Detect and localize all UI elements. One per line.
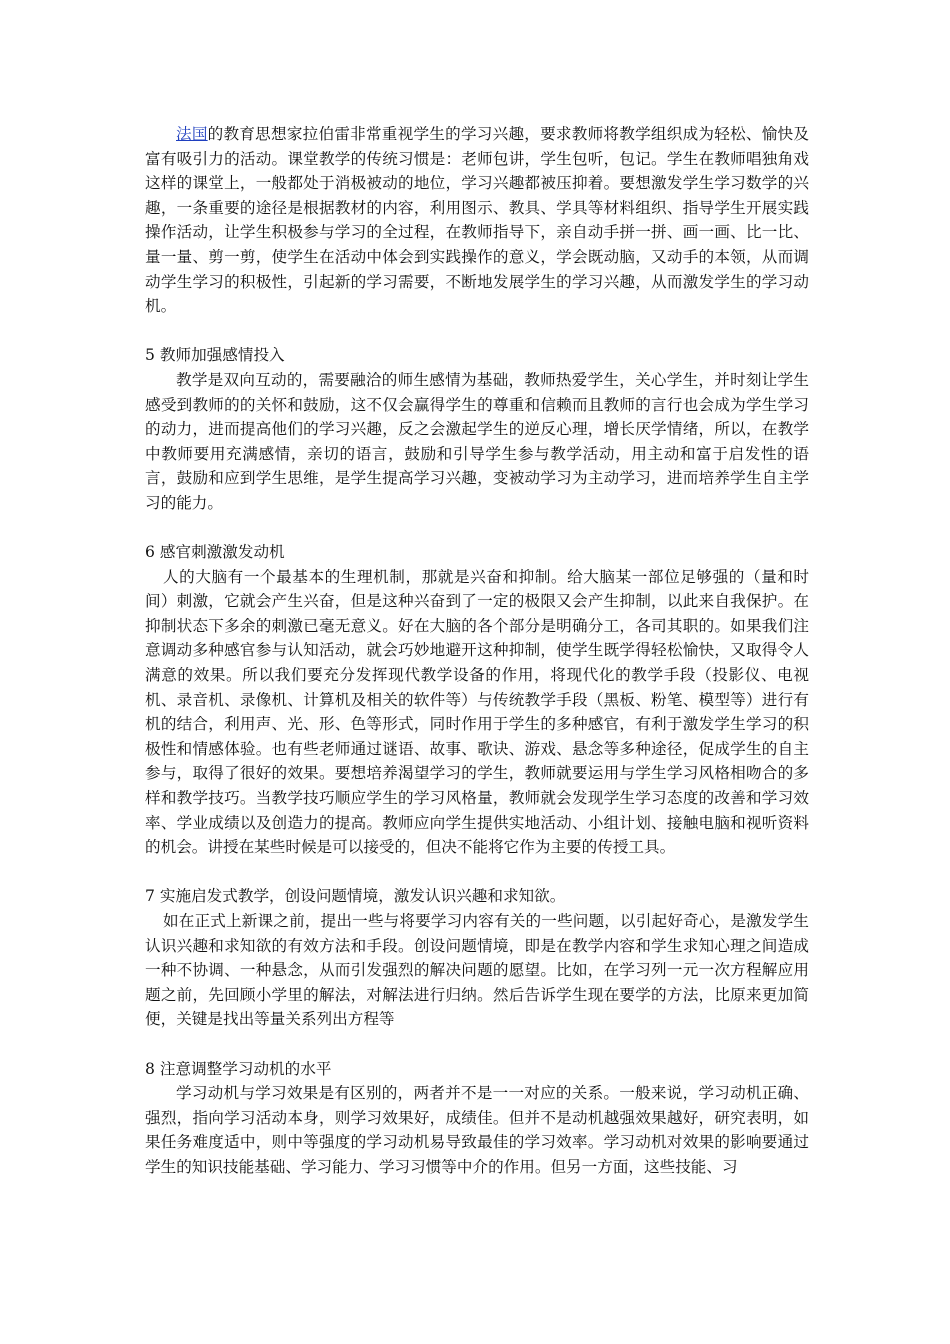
section-7-heading: 7 实施启发式教学，创设问题情境，激发认识兴趣和求知欲。 bbox=[145, 887, 566, 906]
paragraph-gap bbox=[145, 1032, 809, 1057]
intro-paragraph bbox=[145, 122, 809, 319]
section-5-heading: 5 教师加强感情投入 bbox=[145, 346, 285, 365]
section-6-heading: 6 感官刺激激发动机 bbox=[145, 543, 285, 562]
paragraph-gap bbox=[145, 860, 809, 885]
intro-paragraph-text: 的教育思想家拉伯雷非常重视学生的学习兴趣，要求教师将教学组织成为轻松、愉快及富有吸引力的活动。课堂教学的传统习惯是：老师包讲，学生包听，包记。学生在教师唱独角戏这样的课堂上，一般都处于消极被动的地位，学习兴趣都被压抑着。要想激发学生学习数学的兴趣，一条重要的途径是根据教材的内容，利用图示、教具、学具等材料组织、指导学生开展实践操作活动，让学生积极参与学习的全过程，在教师指导下，亲自动手拼一拼、画一画、比一比、量一量、剪一剪，使学生在活动中体会到实践操作的意义，学会既动脑，又动手的本领，从而调动学生学习的积极性，引起新的学习需要，不断地发展学生的学习兴趣，从而激发学生的学习动机。 bbox=[145, 125, 809, 316]
section-6-paragraph: 人的大脑有一个最基本的生理机制，那就是兴奋和抑制。给大脑某一部位足够强的（量和时间）刺激，它就会产生兴奋，但是这种兴奋到了一定的极限又会产生抑制，以此来自我保护。在抑制状态下多余的刺激已毫无意义。好在大脑的各个部分是明确分工，各司其职的。如果我们注意调动多种感官参与认知活动，就会巧妙地避开这种抑制，使学生既学得轻松愉快，又取得令人满意的效果。所以我们要充分发挥现代教学设备的作用，将现代化的教学手段（投影仪、电视机、录音机、录像机、计算机及相关的软件等）与传统教学手段（黑板、粉笔、模型等）进行有机的结合，利用声、光、形、色等形式，同时作用于学生的多种感官，有利于激发学生学习的积极性和情感体验。也有些老师通过谜语、故事、歌诀、游戏、悬念等多种途径，促成学生的自主参与，取得了很好的效果。要想培养渴望学习的学生，教师就要运用与学生学习风格相吻合的多样和教学技巧。当教学技巧顺应学生的学习风格量，教师就会发现学生学习态度的改善和学习效率、学业成绩以及创造力的提高。教师应向学生提供实地活动、小组计划、接触电脑和视听资料的机会。讲授在某些时候是可以接受的，但决不能将它作为主要的传授工具。 bbox=[145, 567, 809, 857]
france-link[interactable]: 法国 bbox=[176, 125, 208, 143]
section-8-paragraph: 学习动机与学习效果是有区别的，两者并不是一一对应的关系。一般来说，学习动机正确、强烈，指向学习活动本身，则学习效果好，成绩佳。但并不是动机越强效果越好，研究表明，如果任务难度适中，则中等强度的学习动机易导致最佳的学习效率。学习动机对效果的影响要通过学生的知识技能基础、学习能力、学习习惯等中介的作用。但另一方面，这些技能、习 bbox=[145, 1084, 809, 1176]
section-5-paragraph: 教学是双向互动的，需要融洽的师生感情为基础，教师热爱学生，关心学生，并时刻让学生感受到教师的的关怀和鼓励，这不仅会赢得学生的尊重和信赖而且教师的言行也会成为学生学习的动力，进而提高他们的学习兴趣，反之会激起学生的逆反心理，增长厌学情绪，所以，在教学中教师要用充满感情，亲切的语言，鼓励和引导学生参与教学活动，用主动和富于启发性的语言，鼓励和应到学生思维，是学生提高学习兴趣，变被动学习为主动学习，进而培养学生自主学习的能力。 bbox=[145, 370, 809, 512]
paragraph-gap bbox=[145, 319, 809, 344]
section-7-paragraph: 如在正式上新课之前，提出一些与将要学习内容有关的一些问题，以引起好奇心，是激发学生认识兴趣和求知欲的有效方法和手段。创设问题情境，即是在教学内容和学生求知心理之间造成一种不协调、一种悬念，从而引发强烈的解决问题的愿望。比如，在学习列一元一次方程解应用题之前，先回顾小学里的解法，对解法进行归纳。然后告诉学生现在要学的方法，比原来更加简便，关键是找出等量关系列出方程等 bbox=[145, 912, 809, 1029]
paragraph-gap bbox=[145, 516, 809, 541]
section-8-heading: 8 注意调整学习动机的水平 bbox=[145, 1059, 332, 1078]
document-page bbox=[145, 122, 809, 1180]
